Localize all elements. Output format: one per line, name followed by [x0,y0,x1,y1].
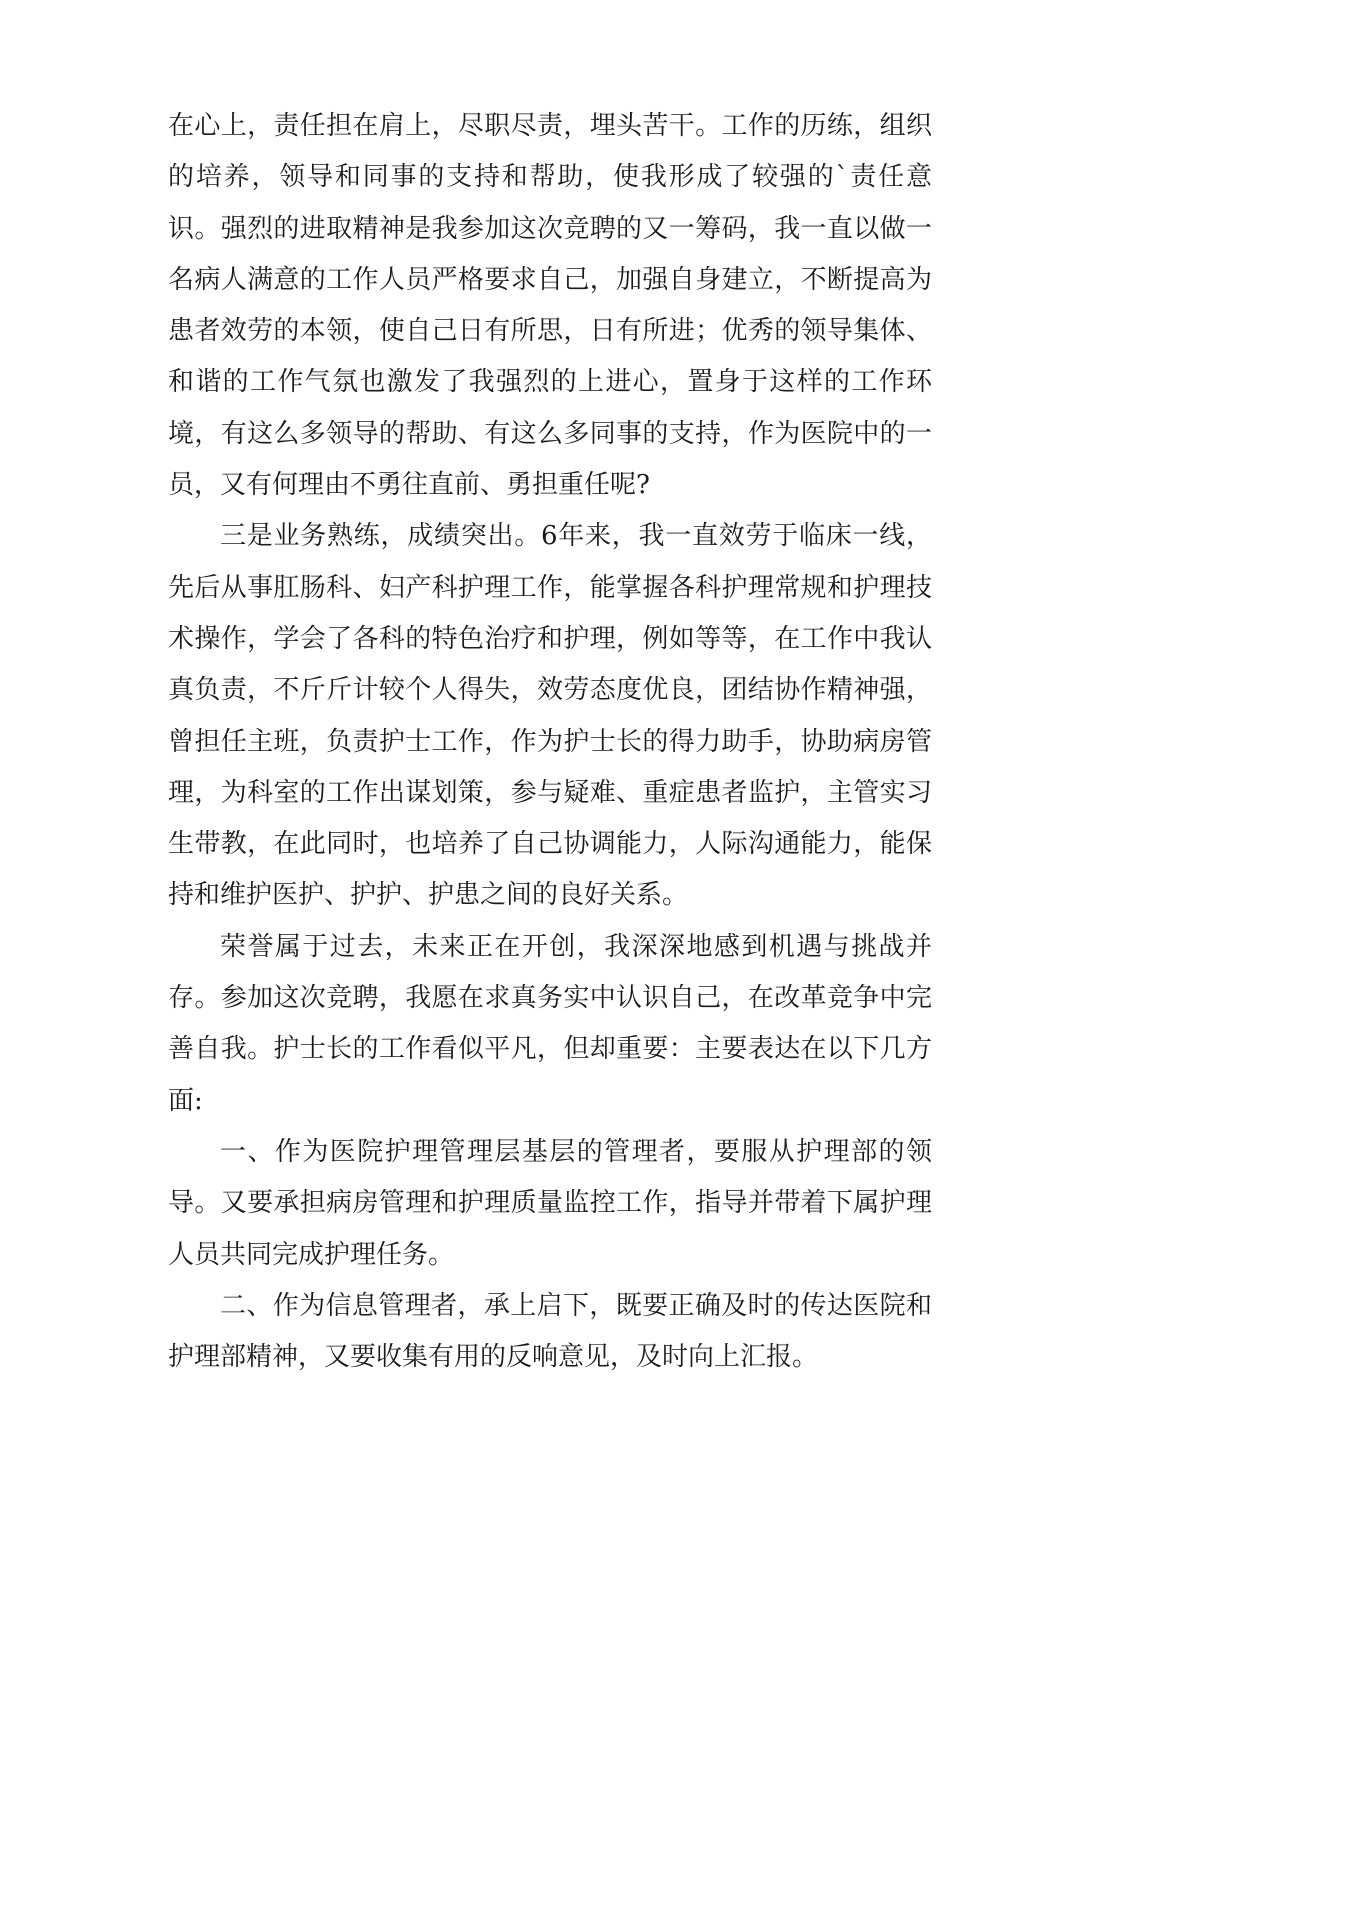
paragraph-4: 一、作为医院护理管理层基层的管理者，要服从护理部的领导。又要承担病房管理和护理质量监控工作，指导并带着下属护理人员共同完成护理任务。 [168,1136,932,1270]
paragraph-2: 三是业务熟练，成绩突出。6年来，我一直效劳于临床一线，先后从事肛肠科、妇产科护理工作，能掌握各科护理常规和护理技术操作，学会了各科的特色治疗和护理，例如等等，在工作中我认真负责，不斤斤计较个人得失，效劳态度优良，团结协作精神强，曾担任主班，负责护士工作，作为护士长的得力助手，协助病房管理，为科室的工作出谋划策，参与疑难、重症患者监护，主管实习生带教，在此同时，也培养了自己协调能力，人际沟通能力，能保持和维护医护、护护、护患之间的良好关系。 [168,521,932,911]
paragraph-5: 二、作为信息管理者，承上启下，既要正确及时的传达医院和护理部精神，又要收集有用的反响意见，及时向上汇报。 [168,1290,932,1373]
document-body [168,101,932,1383]
paragraph-1: 在心上，责任担在肩上，尽职尽责，埋头苦干。工作的历练，组织的培养，领导和同事的支持和帮助，使我形成了较强的`责任意识。强烈的进取精神是我参加这次竞聘的又一筹码，我一直以做一名病人满意的工作人员严格要求自己，加强自身建立，不断提高为患者效劳的本领，使自己日有所思，日有所进；优秀的领导集体、和谐的工作气氛也激发了我强烈的上进心，置身于这样的工作环境，有这么多领导的帮助、有这么多同事的支持，作为医院中的一员，又有何理由不勇往直前、勇担重任呢? [168,111,932,501]
paragraph-3: 荣誉属于过去，未来正在开创，我深深地感到机遇与挑战并存。参加这次竞聘，我愿在求真务实中认识自己，在改革竞争中完善自我。护士长的工作看似平凡，但却重要：主要表达在以下几方面: [168,931,932,1116]
